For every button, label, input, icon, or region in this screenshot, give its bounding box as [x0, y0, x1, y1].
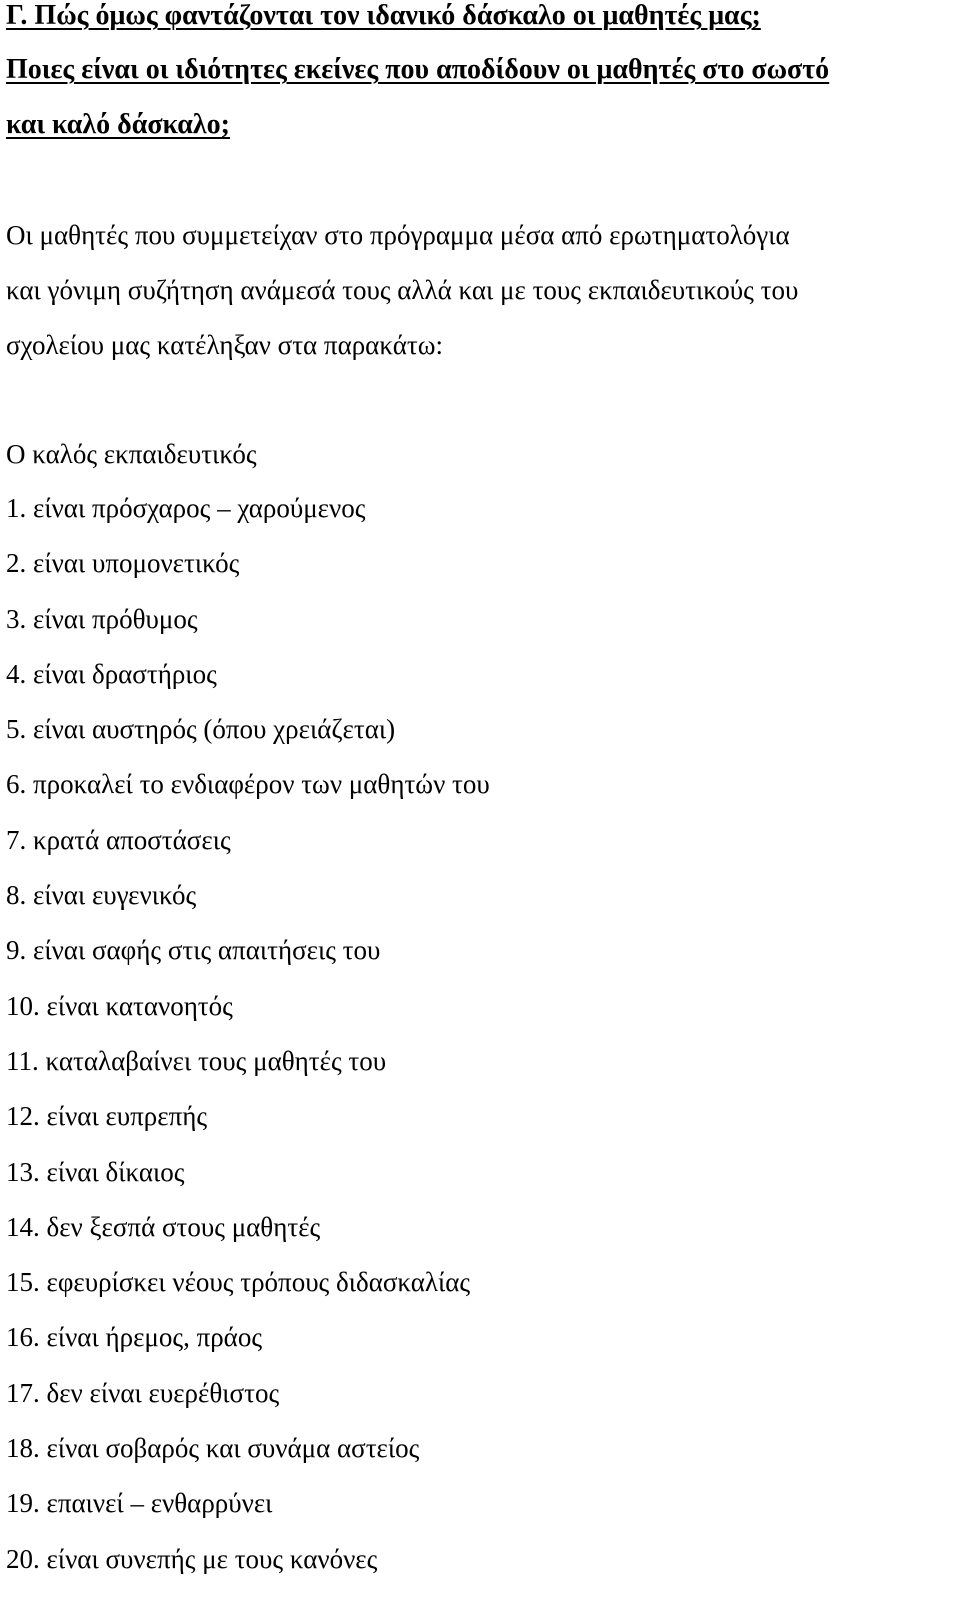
list-item: 8. είναι ευγενικός — [6, 880, 197, 911]
list-item: 15. εφευρίσκει νέους τρόπους διδασκαλίας — [6, 1267, 471, 1298]
list-item: 3. είναι πρόθυμος — [6, 603, 198, 634]
list-item: 16. είναι ήρεμος, πράος — [6, 1322, 263, 1353]
section-heading-line-3: και καλό δάσκαλο; — [6, 109, 230, 140]
list-item: 20. είναι συνεπής με τους κανόνες — [6, 1543, 378, 1574]
list-item: 13. είναι δίκαιος — [6, 1156, 185, 1187]
list-item: 14. δεν ξεσπά στους μαθητές — [6, 1211, 321, 1242]
list-item: 18. είναι σοβαρός και συνάμα αστείος — [6, 1433, 420, 1464]
list-item: 2. είναι υπομονετικός — [6, 548, 240, 579]
intro-paragraph-line-2: και γόνιμη συζήτηση ανάμεσά τους αλλά και με τους εκπαιδευτικούς του — [6, 275, 799, 305]
section-heading-line-2: Ποιες είναι οι ιδιότητες εκείνες που αποδίδουν οι μαθητές στο σωστό — [6, 54, 830, 85]
list-item: 6. προκαλεί το ενδιαφέρον των μαθητών του — [6, 769, 490, 800]
list-item: 11. καταλαβαίνει τους μαθητές του — [6, 1045, 387, 1076]
qualities-list — [6, 494, 490, 1600]
list-item: 10. είναι κατανοητός — [6, 990, 233, 1021]
list-item: 4. είναι δραστήριος — [6, 658, 217, 689]
section-heading-line-1: Γ. Πώς όμως φαντάζονται τον ιδανικό δάσκαλο οι μαθητές μας; — [6, 0, 761, 31]
list-item: 1. είναι πρόσχαρος – χαρούμενος — [6, 493, 366, 523]
list-item: 7. κρατά αποστάσεις — [6, 824, 231, 855]
intro-paragraph-line-3: σχολείου μας κατέληξαν στα παρακάτω: — [6, 330, 443, 360]
list-item: 17. δεν είναι ευερέθιστος — [6, 1377, 280, 1408]
list-item: 5. είναι αυστηρός (όπου χρειάζεται) — [6, 714, 396, 745]
list-item: 12. είναι ευπρεπής — [6, 1101, 208, 1132]
list-item: 19. επαινεί – ενθαρρύνει — [6, 1488, 273, 1519]
list-item: 9. είναι σαφής στις απαιτήσεις του — [6, 935, 381, 966]
list-title: Ο καλός εκπαιδευτικός — [6, 439, 257, 469]
intro-paragraph-line-1: Οι μαθητές που συμμετείχαν στο πρόγραμμα μέσα από ερωτηματολόγια — [6, 220, 790, 250]
